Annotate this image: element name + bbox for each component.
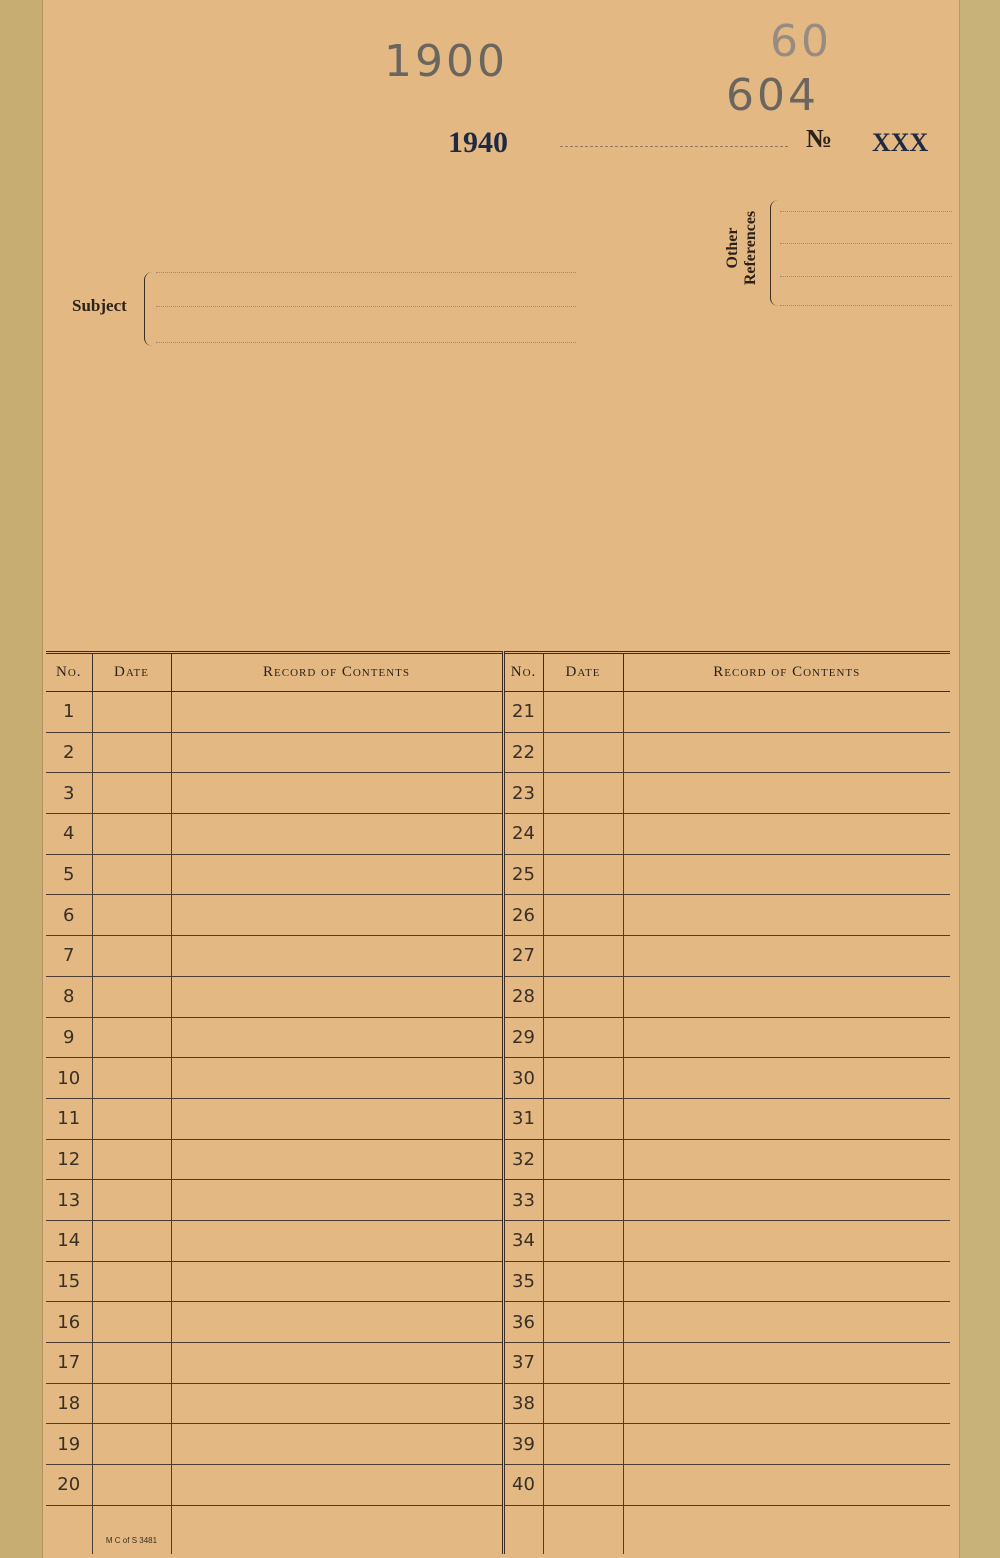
row-number: 14	[46, 1220, 92, 1261]
row-number: 1	[46, 692, 92, 733]
handwritten-year: 1940	[448, 126, 508, 159]
row-number: 28	[503, 976, 543, 1017]
table-row	[46, 1017, 950, 1058]
record-cell[interactable]	[171, 1017, 503, 1058]
col-header-record-2: Record of Contents	[623, 653, 950, 692]
year-dash-line	[560, 146, 788, 147]
date-cell[interactable]	[543, 1017, 623, 1058]
date-cell[interactable]	[543, 1098, 623, 1139]
table-row	[46, 732, 950, 773]
row-number: 19	[46, 1424, 92, 1465]
table-header-row	[46, 653, 950, 692]
footer-cell	[92, 1505, 171, 1554]
table-row	[46, 1383, 950, 1424]
other-references-label	[724, 196, 760, 300]
table-row	[46, 1098, 950, 1139]
subject-line-3[interactable]	[156, 342, 576, 343]
record-cell[interactable]	[623, 692, 950, 733]
date-cell[interactable]	[92, 1465, 171, 1506]
row-number: 27	[503, 936, 543, 977]
row-number: 8	[46, 976, 92, 1017]
date-cell[interactable]	[92, 1098, 171, 1139]
subject-label: Subject	[72, 296, 127, 315]
subject-line-2[interactable]	[156, 306, 576, 307]
footer-cell	[543, 1505, 623, 1554]
table-row	[46, 814, 950, 855]
date-cell[interactable]	[543, 732, 623, 773]
record-cell[interactable]	[171, 895, 503, 936]
col-header-date-2: Date	[543, 653, 623, 692]
date-cell[interactable]	[92, 854, 171, 895]
table-row	[46, 1261, 950, 1302]
record-cell[interactable]	[623, 1261, 950, 1302]
row-number: 26	[503, 895, 543, 936]
record-cell[interactable]	[623, 1139, 950, 1180]
record-cell[interactable]	[171, 1343, 503, 1384]
row-number: 30	[503, 1058, 543, 1099]
row-number: 22	[503, 732, 543, 773]
date-cell[interactable]	[543, 1139, 623, 1180]
date-cell[interactable]	[543, 1465, 623, 1506]
number-stamp: 604	[726, 70, 819, 121]
row-number: 16	[46, 1302, 92, 1343]
file-number-value: XXX	[872, 128, 929, 157]
date-cell[interactable]	[92, 895, 171, 936]
table-footer-row	[46, 1505, 950, 1554]
row-number: 38	[503, 1383, 543, 1424]
subject-brace	[144, 272, 153, 346]
date-cell[interactable]	[543, 1180, 623, 1221]
right-binding-strip	[959, 0, 1000, 1558]
row-number: 39	[503, 1424, 543, 1465]
table-row	[46, 1139, 950, 1180]
record-cell[interactable]	[623, 854, 950, 895]
date-cell[interactable]	[543, 1343, 623, 1384]
faded-number-stamp: 60	[770, 16, 832, 67]
record-cell[interactable]	[171, 1180, 503, 1221]
record-cell[interactable]	[171, 773, 503, 814]
row-number: 34	[503, 1220, 543, 1261]
date-cell[interactable]	[92, 1302, 171, 1343]
row-number: 32	[503, 1139, 543, 1180]
other-references-line-2: References	[742, 210, 759, 286]
table-row	[46, 1302, 950, 1343]
date-cell[interactable]	[543, 854, 623, 895]
date-cell[interactable]	[543, 773, 623, 814]
record-cell[interactable]	[623, 936, 950, 977]
row-number: 20	[46, 1465, 92, 1506]
table-row	[46, 895, 950, 936]
left-binding-strip	[0, 0, 43, 1558]
date-cell[interactable]	[543, 1302, 623, 1343]
record-cell[interactable]	[623, 1058, 950, 1099]
row-number: 33	[503, 1180, 543, 1221]
row-number: 15	[46, 1261, 92, 1302]
date-cell[interactable]	[92, 1058, 171, 1099]
date-cell[interactable]	[543, 814, 623, 855]
date-cell[interactable]	[92, 976, 171, 1017]
date-cell[interactable]	[92, 1017, 171, 1058]
date-cell[interactable]	[92, 732, 171, 773]
table-row	[46, 1220, 950, 1261]
date-cell[interactable]	[543, 692, 623, 733]
record-cell[interactable]	[171, 936, 503, 977]
record-cell[interactable]	[623, 976, 950, 1017]
table-row	[46, 854, 950, 895]
reference-line-2[interactable]	[780, 243, 952, 244]
record-cell[interactable]	[623, 814, 950, 855]
reference-line-3[interactable]	[780, 276, 952, 277]
footer-cell	[503, 1505, 543, 1554]
row-number: 9	[46, 1017, 92, 1058]
date-cell[interactable]	[543, 936, 623, 977]
date-cell[interactable]	[92, 1383, 171, 1424]
row-number: 3	[46, 773, 92, 814]
footer-cell	[623, 1505, 950, 1554]
footer-cell	[171, 1505, 503, 1554]
date-cell[interactable]	[92, 1180, 171, 1221]
date-cell[interactable]	[92, 1343, 171, 1384]
record-cell[interactable]	[171, 1424, 503, 1465]
record-cell[interactable]	[623, 1302, 950, 1343]
record-cell[interactable]	[623, 773, 950, 814]
printer-mark: M C of S 3481	[105, 1536, 158, 1546]
record-cell[interactable]	[623, 1098, 950, 1139]
record-cell[interactable]	[171, 692, 503, 733]
row-number: 4	[46, 814, 92, 855]
record-cell[interactable]	[171, 976, 503, 1017]
row-number: 10	[46, 1058, 92, 1099]
table-row	[46, 692, 950, 733]
subject-line-1[interactable]	[156, 272, 576, 273]
date-cell[interactable]	[543, 1424, 623, 1465]
record-cell[interactable]	[623, 1465, 950, 1506]
record-cell[interactable]	[623, 1220, 950, 1261]
col-header-no: No.	[46, 653, 92, 692]
other-references-brace	[770, 200, 779, 306]
row-number: 5	[46, 854, 92, 895]
row-number: 6	[46, 895, 92, 936]
row-number: 12	[46, 1139, 92, 1180]
date-cell[interactable]	[543, 976, 623, 1017]
record-cell[interactable]	[623, 1383, 950, 1424]
record-cell[interactable]	[171, 814, 503, 855]
record-cell[interactable]	[171, 732, 503, 773]
record-cell[interactable]	[171, 1465, 503, 1506]
other-references-line-1: Other	[724, 227, 741, 269]
record-cell[interactable]	[171, 1383, 503, 1424]
row-number: 18	[46, 1383, 92, 1424]
footer-cell	[46, 1505, 92, 1554]
row-number: 29	[503, 1017, 543, 1058]
date-cell[interactable]	[92, 1139, 171, 1180]
row-number: 35	[503, 1261, 543, 1302]
date-cell[interactable]	[543, 1220, 623, 1261]
row-number: 11	[46, 1098, 92, 1139]
record-cell[interactable]	[623, 732, 950, 773]
number-label: №	[806, 124, 833, 153]
table-row	[46, 1343, 950, 1384]
row-number: 24	[503, 814, 543, 855]
table-row	[46, 773, 950, 814]
reference-line-4[interactable]	[780, 305, 952, 306]
table-row	[46, 1424, 950, 1465]
row-number: 2	[46, 732, 92, 773]
record-cell[interactable]	[623, 1017, 950, 1058]
row-number: 7	[46, 936, 92, 977]
record-of-contents-table	[46, 651, 950, 1554]
row-number: 21	[503, 692, 543, 733]
record-cell[interactable]	[623, 1424, 950, 1465]
table-row	[46, 1180, 950, 1221]
record-cell[interactable]	[171, 1098, 503, 1139]
record-cell[interactable]	[171, 1139, 503, 1180]
row-number: 31	[503, 1098, 543, 1139]
record-cell[interactable]	[623, 1343, 950, 1384]
date-cell[interactable]	[92, 814, 171, 855]
date-cell[interactable]	[543, 1058, 623, 1099]
row-number: 36	[503, 1302, 543, 1343]
date-cell[interactable]	[92, 1261, 171, 1302]
table-row	[46, 1465, 950, 1506]
reference-line-1[interactable]	[780, 211, 952, 212]
year-stamp: 1900	[384, 36, 508, 87]
record-cell[interactable]	[623, 895, 950, 936]
date-cell[interactable]	[92, 773, 171, 814]
record-cell[interactable]	[171, 854, 503, 895]
col-header-no-2: No.	[503, 653, 543, 692]
row-number: 25	[503, 854, 543, 895]
record-cell[interactable]	[171, 1220, 503, 1261]
record-cell[interactable]	[171, 1261, 503, 1302]
row-number: 23	[503, 773, 543, 814]
record-cell[interactable]	[171, 1302, 503, 1343]
table-row	[46, 976, 950, 1017]
date-cell[interactable]	[92, 692, 171, 733]
date-cell[interactable]	[92, 1220, 171, 1261]
date-cell[interactable]	[92, 936, 171, 977]
row-number: 17	[46, 1343, 92, 1384]
record-cell[interactable]	[171, 1058, 503, 1099]
date-cell[interactable]	[543, 1383, 623, 1424]
date-cell[interactable]	[543, 1261, 623, 1302]
record-cell[interactable]	[623, 1180, 950, 1221]
row-number: 13	[46, 1180, 92, 1221]
row-number: 40	[503, 1465, 543, 1506]
date-cell[interactable]	[92, 1424, 171, 1465]
date-cell[interactable]	[543, 895, 623, 936]
table-row	[46, 936, 950, 977]
table-row	[46, 1058, 950, 1099]
row-number: 37	[503, 1343, 543, 1384]
col-header-record: Record of Contents	[171, 653, 503, 692]
col-header-date: Date	[92, 653, 171, 692]
